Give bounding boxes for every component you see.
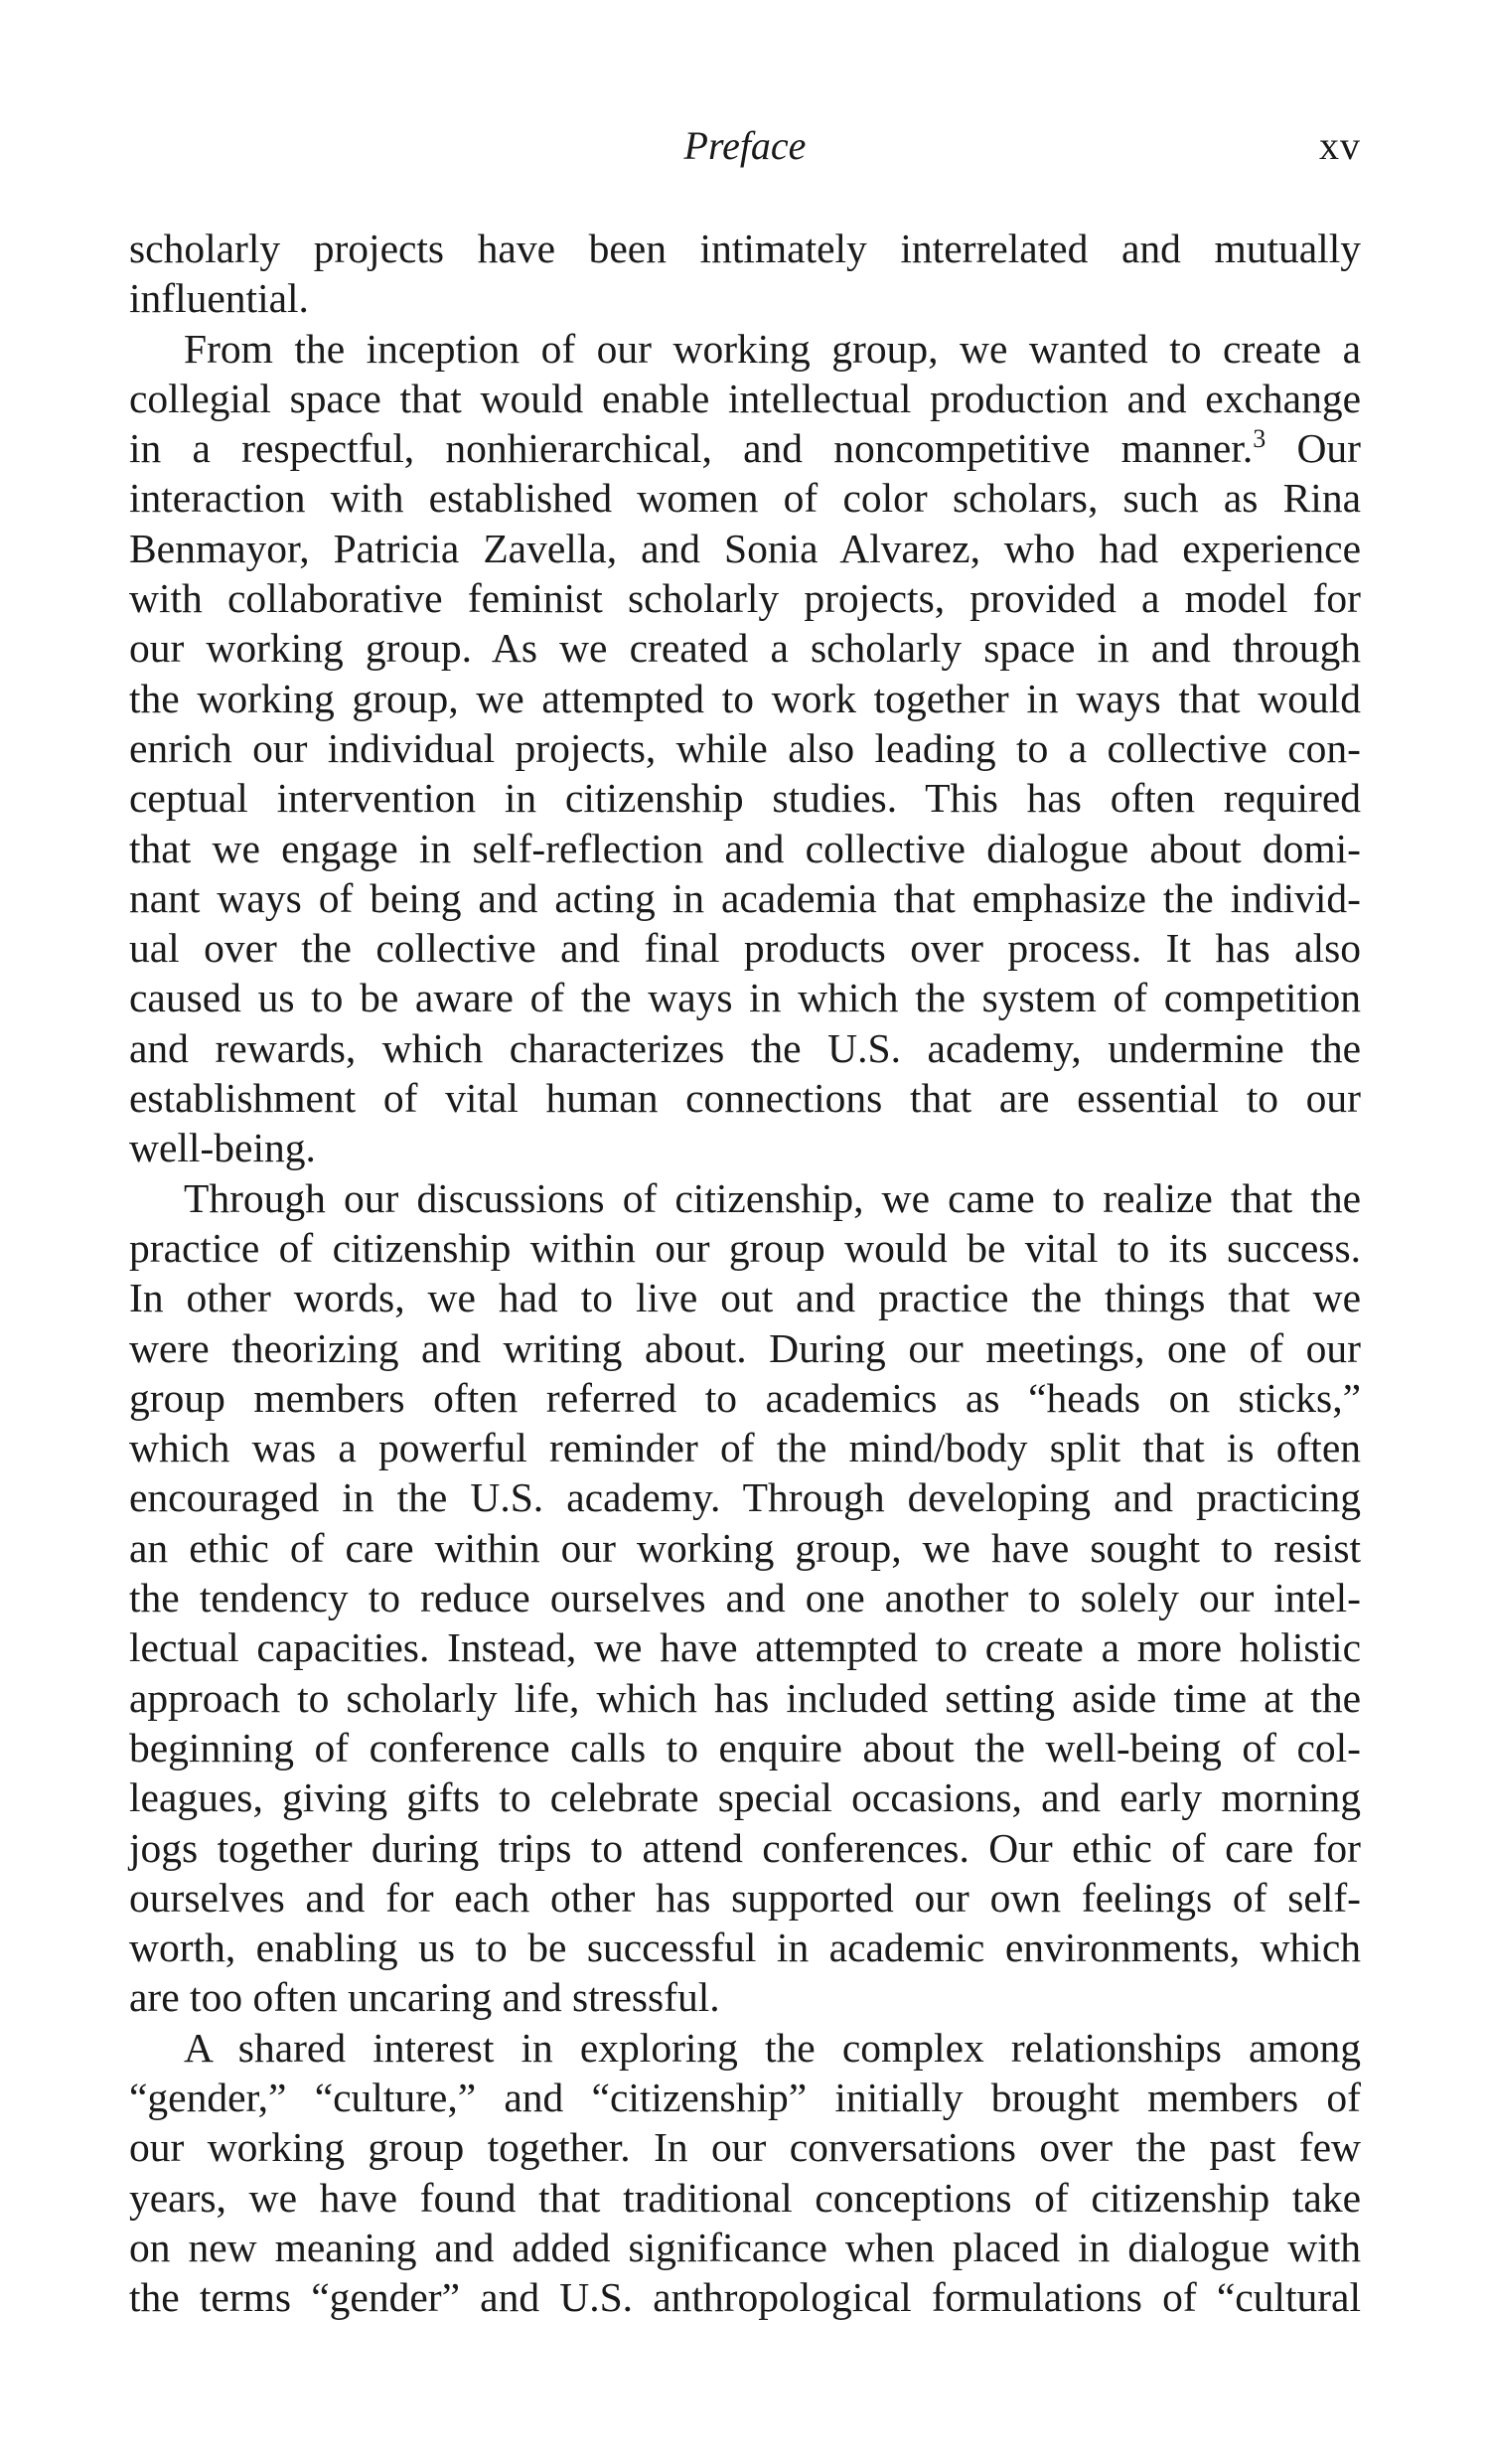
text-line: our working group. As we created a scholarly space in and through [129,625,1361,672]
text-line: with collaborative feminist scholarly projects, provided a model for [129,575,1361,622]
text-line: beginning of conference calls to enquire about the well-being of col- [129,1724,1361,1771]
text-line: scholarly projects have been intimately interrelated and mutually [129,226,1361,271]
text-line: A shared interest in exploring the complex relationships among [184,2024,1361,2071]
text-segment: in a respectful, nonhierarchical, and noncompetitive manner. [129,425,1254,472]
text-line: the tendency to reduce ourselves and one another to solely our intel- [129,1575,1361,1621]
text-line: Through our discussions of citizenship, we came to realize that the [184,1174,1361,1221]
text-line: well-being. [129,1125,316,1171]
text-line: jogs together during trips to attend conferences. Our ethic of care for [129,1824,1361,1871]
text-line: In other words, we had to live out and practice the things that we [129,1275,1361,1321]
text-line: practice of citizenship within our group would be vital to its success. [129,1224,1361,1271]
text-line: establishment of vital human connections that are essential to our [129,1075,1361,1122]
text-line: leagues, giving gifts to celebrate special occasions, and early morning [129,1774,1361,1821]
text-line: an ethic of care within our working group, we have sought to resist [129,1524,1361,1571]
text-line: which was a powerful reminder of the mind/body split that is often [129,1425,1361,1471]
text-line: group members often referred to academics as “heads on sticks,” [129,1374,1361,1421]
text-line: From the inception of our working group, we wanted to create a [184,325,1361,372]
text-line: were theorizing and writing about. During our meetings, one of our [129,1324,1361,1371]
page-number: xv [1319,123,1361,168]
text-line: on new meaning and added significance when placed in dialogue with [129,2224,1361,2270]
text-line: nant ways of being and acting in academia that emphasize the individ- [129,874,1361,921]
text-line-with-footnote [129,423,1361,473]
text-line: collegial space that would enable intellectual production and exchange [129,375,1361,421]
text-segment: Our [1266,425,1361,472]
text-line: encouraged in the U.S. academy. Through developing and practicing [129,1474,1361,1521]
text-line: caused us to be aware of the ways in which the system of competition [129,975,1361,1021]
text-line: that we engage in self-reflection and collective dialogue about domi- [129,825,1361,871]
running-head [129,121,1361,171]
text-line: our working group together. In our conversations over the past few [129,2124,1361,2171]
text-line: enrich our individual projects, while also leading to a collective con- [129,724,1361,771]
text-line: are too often uncaring and stressful. [129,1974,720,2021]
text-line: years, we have found that traditional conceptions of citizenship take [129,2174,1361,2221]
running-title: Preface [683,123,807,168]
text-line: ourselves and for each other has supported our own feelings of self- [129,1874,1361,1921]
text-line: interaction with established women of color scholars, such as Rina [129,475,1361,522]
text-line: the terms “gender” and U.S. anthropological formulations of “cultural [129,2274,1361,2321]
text-line: lectual capacities. Instead, we have attempted to create a more holistic [129,1624,1361,1671]
text-line: ceptual intervention in citizenship studies. This has often required [129,775,1361,822]
text-line: ual over the collective and final products over process. It has also [129,925,1361,972]
text-line: “gender,” “culture,” and “citizenship” initially brought members of [129,2074,1361,2120]
text-line: approach to scholarly life, which has included setting aside time at the [129,1674,1361,1721]
text-line: Benmayor, Patricia Zavella, and Sonia Alvarez, who had experience [129,525,1361,571]
footnote-reference[interactable]: 3 [1253,424,1266,454]
body-text [129,224,1361,2322]
text-line: the working group, we attempted to work together in ways that would [129,675,1361,721]
text-line: worth, enabling us to be successful in academic environments, which [129,1925,1361,1971]
text-line: and rewards, which characterizes the U.S. academy, undermine the [129,1024,1361,1071]
text-line: influential. [129,275,309,322]
